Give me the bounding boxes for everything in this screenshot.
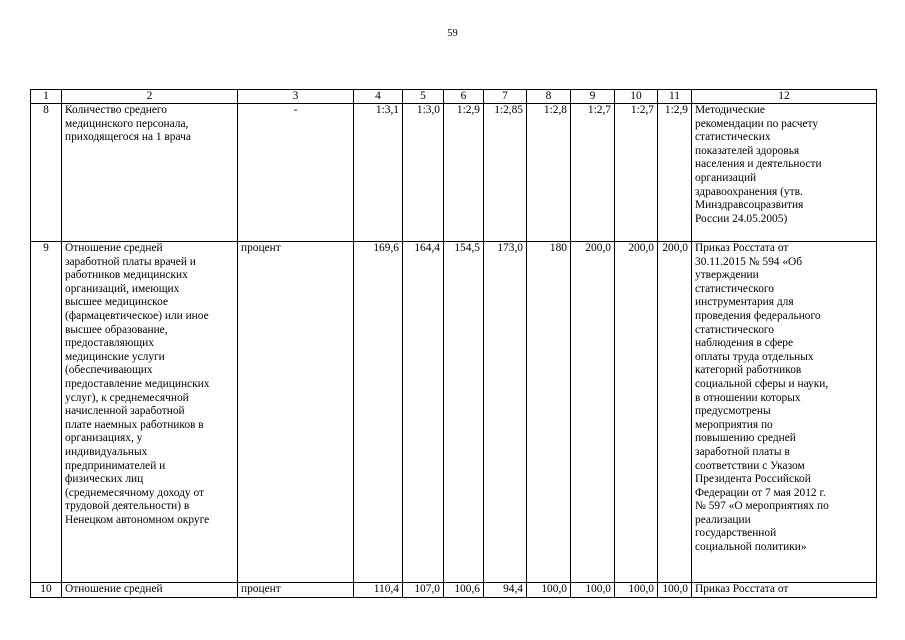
indicator-value: 100,6 bbox=[444, 583, 484, 598]
source-document-line: наблюдения в сфере bbox=[695, 337, 794, 350]
indicator-value: 110,4 bbox=[354, 583, 403, 598]
column-number-cell: 4 bbox=[354, 90, 403, 104]
indicator-value: 1:2,7 bbox=[571, 104, 615, 242]
indicator-name-line: медицинского персонала, bbox=[65, 117, 189, 130]
unit-of-measure: - bbox=[238, 104, 354, 242]
indicator-name-line: начисленной заработной bbox=[65, 405, 185, 418]
indicator-value: 94,4 bbox=[484, 583, 527, 598]
source-document-line: Президента Российской bbox=[695, 473, 811, 486]
indicator-value: 154,5 bbox=[444, 242, 484, 583]
indicator-value: 200,0 bbox=[658, 242, 692, 583]
source-document-line: населения и деятельности bbox=[695, 158, 822, 171]
indicator-value: 100,0 bbox=[615, 583, 658, 598]
source-document-line: предусмотрены bbox=[695, 405, 771, 418]
indicator-name-line: (обеспечивающих bbox=[65, 364, 153, 377]
source-document-line: статистического bbox=[695, 282, 774, 295]
indicator-name-line: предоставление медицинских bbox=[65, 377, 210, 390]
source-document bbox=[692, 583, 877, 598]
indicator-name bbox=[62, 242, 238, 583]
source-document-line: Приказ Росстата от bbox=[695, 583, 789, 595]
column-number-cell: 12 bbox=[692, 90, 877, 104]
column-number-cell: 11 bbox=[658, 90, 692, 104]
source-document-line: инструментария для bbox=[695, 296, 794, 309]
indicator-value: 180 bbox=[527, 242, 571, 583]
column-number-cell: 5 bbox=[403, 90, 444, 104]
indicator-value: 1:2,8 bbox=[527, 104, 571, 242]
indicator-value: 100,0 bbox=[658, 583, 692, 598]
source-document-line: проведения федерального bbox=[695, 309, 821, 322]
source-document-line: заработной платы в bbox=[695, 445, 790, 458]
table-row bbox=[31, 242, 877, 583]
indicator-name-line: индивидуальных bbox=[65, 445, 148, 458]
indicator-name-line: предпринимателей и bbox=[65, 459, 166, 472]
source-document bbox=[692, 242, 877, 583]
source-document-line: реализации bbox=[695, 513, 751, 526]
indicator-value: 107,0 bbox=[403, 583, 444, 598]
table-row bbox=[31, 583, 877, 598]
source-document-line: соответствии с Указом bbox=[695, 459, 805, 472]
indicator-value: 173,0 bbox=[484, 242, 527, 583]
indicator-value: 200,0 bbox=[615, 242, 658, 583]
source-document-line: Приказ Росстата от bbox=[695, 242, 789, 254]
indicator-name-line: (среднемесячному доходу от bbox=[65, 486, 204, 499]
indicator-name-line: (фармацевтическое) или иное bbox=[65, 309, 209, 322]
indicator-name bbox=[62, 583, 238, 598]
column-number-cell: 2 bbox=[62, 90, 238, 104]
source-document-line: показателей здоровья bbox=[695, 144, 800, 157]
row-number: 10 bbox=[31, 583, 62, 598]
indicator-value: 1:2,7 bbox=[615, 104, 658, 242]
source-document-line: № 597 «О мероприятиях по bbox=[695, 500, 829, 513]
source-document-line: социальной политики» bbox=[695, 541, 807, 554]
table-row bbox=[31, 104, 877, 242]
indicator-name-line: организациях, у bbox=[65, 432, 143, 445]
column-number-cell: 6 bbox=[444, 90, 484, 104]
source-document-line: мероприятия по bbox=[695, 418, 773, 431]
indicator-name-line: заработной платы врачей и bbox=[65, 255, 196, 268]
indicator-value: 100,0 bbox=[571, 583, 615, 598]
indicator-value: 100,0 bbox=[527, 583, 571, 598]
indicator-name-line: Отношение средней bbox=[65, 583, 163, 595]
row-number: 9 bbox=[31, 242, 62, 583]
source-document-line: здравоохранения (утв. bbox=[695, 185, 803, 198]
indicator-name-line: высшее образование, bbox=[65, 323, 168, 336]
indicator-name-line: плате наемных работников в bbox=[65, 418, 204, 431]
indicator-value: 169,6 bbox=[354, 242, 403, 583]
indicator-name bbox=[62, 104, 238, 242]
row-number: 8 bbox=[31, 104, 62, 242]
indicator-value: 1:2,85 bbox=[484, 104, 527, 242]
unit-of-measure: процент bbox=[238, 242, 354, 583]
indicator-name-line: работников медицинских bbox=[65, 269, 188, 282]
source-document-line: статистических bbox=[695, 131, 771, 144]
source-document-line: России 24.05.2005) bbox=[695, 212, 788, 225]
indicators-table bbox=[30, 89, 877, 598]
source-document-line: оплаты труда отдельных bbox=[695, 350, 814, 363]
indicator-name-line: трудовой деятельности) в bbox=[65, 500, 190, 513]
column-number-cell: 10 bbox=[615, 90, 658, 104]
indicator-name-line: Отношение средней bbox=[65, 242, 163, 254]
source-document-line: в отношении которых bbox=[695, 391, 801, 404]
indicator-value: 1:2,9 bbox=[444, 104, 484, 242]
source-document bbox=[692, 104, 877, 242]
indicator-name-line: организаций, имеющих bbox=[65, 282, 180, 295]
indicator-name-line: приходящегося на 1 врача bbox=[65, 131, 191, 144]
source-document-line: повышению средней bbox=[695, 432, 796, 445]
indicator-name-line: Количество среднего bbox=[65, 104, 167, 116]
source-document-line: государственной bbox=[695, 527, 777, 540]
indicator-name-line: услуг), к среднемесячной bbox=[65, 391, 189, 404]
indicator-value: 200,0 bbox=[571, 242, 615, 583]
column-number-cell: 3 bbox=[238, 90, 354, 104]
unit-of-measure: процент bbox=[238, 583, 354, 598]
indicator-name-line: физических лиц bbox=[65, 473, 144, 486]
indicator-name-line: медицинские услуги bbox=[65, 350, 165, 363]
page-number: 59 bbox=[447, 28, 458, 39]
column-number-cell: 9 bbox=[571, 90, 615, 104]
indicator-name-line: Ненецком автономном округе bbox=[65, 513, 210, 526]
column-number-cell: 1 bbox=[31, 90, 62, 104]
source-document-line: 30.11.2015 № 594 «Об bbox=[695, 255, 803, 268]
source-document-line: Федерации от 7 мая 2012 г. bbox=[695, 486, 826, 499]
column-number-cell: 7 bbox=[484, 90, 527, 104]
source-document-line: организаций bbox=[695, 171, 757, 184]
column-number-row bbox=[31, 90, 877, 104]
indicator-value: 1:3,0 bbox=[403, 104, 444, 242]
source-document-line: социальной сферы и науки, bbox=[695, 377, 829, 390]
source-document-line: Методические bbox=[695, 104, 765, 116]
source-document-line: статистического bbox=[695, 323, 774, 336]
source-document-line: Минздравсоцразвития bbox=[695, 199, 804, 212]
source-document-line: рекомендации по расчету bbox=[695, 117, 819, 130]
indicator-name-line: высшее медицинское bbox=[65, 296, 169, 309]
indicator-name-line: предоставляющих bbox=[65, 337, 154, 350]
source-document-line: утверждении bbox=[695, 269, 759, 282]
column-number-cell: 8 bbox=[527, 90, 571, 104]
indicator-value: 1:2,9 bbox=[658, 104, 692, 242]
indicator-value: 1:3,1 bbox=[354, 104, 403, 242]
source-document-line: категорий работников bbox=[695, 364, 802, 377]
indicator-value: 164,4 bbox=[403, 242, 444, 583]
